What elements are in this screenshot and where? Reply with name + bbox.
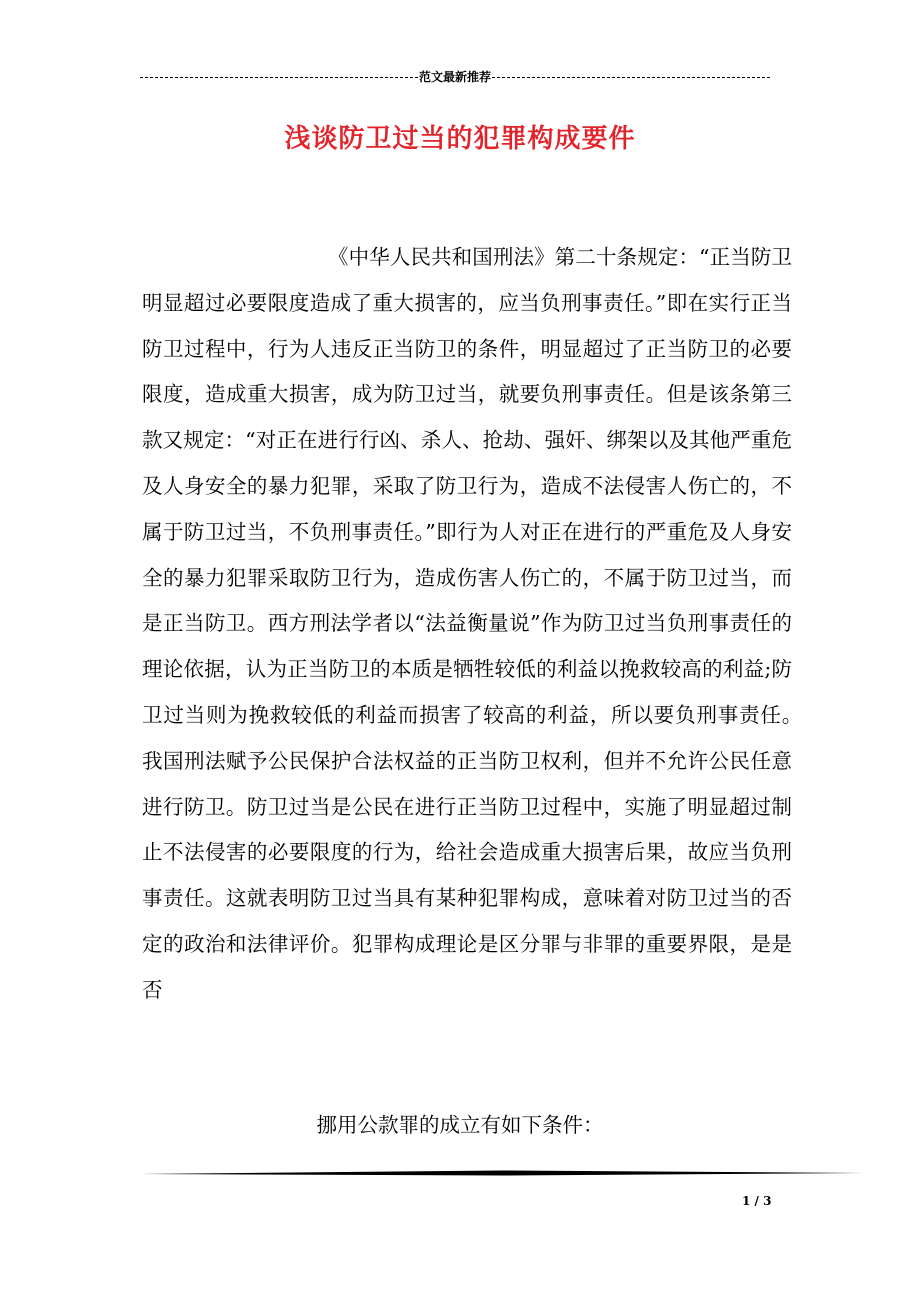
header-dashes-left — [140, 77, 418, 78]
footer-rule — [140, 1164, 864, 1180]
page-number: 1 / 3 — [742, 1194, 772, 1208]
section-subheading: 挪用公款罪的成立有如下条件： — [316, 1113, 604, 1137]
header-label: 范文最新推荐 — [419, 69, 492, 84]
header-dashes-right — [492, 77, 770, 78]
page-header — [140, 66, 770, 86]
document-body — [142, 235, 813, 1014]
document-title: 浅谈防卫过当的犯罪构成要件 — [284, 124, 636, 154]
body-paragraph: 《中华人民共和国刑法》第二十条规定：“正当防卫明显超过必要限度造成了重大损害的，应当负刑事责任。”即在实行正当防卫过程中，行为人违反正当防卫的条件，明显超过了正当防卫的必要限度，造成重大损害，成为防卫过当，就要负刑事责任。但是该条第三款又规定：“对正在进行行凶、杀人、抢劫、强奸、绑架以及其他严重危及人身安全的暴力犯罪，采取了防卫行为，造成不法侵害人伤亡的，不属于防卫过当，不负刑事责任。”即行为人对正在进行的严重危及人身安全的暴力犯罪采取防卫行为，造成伤害人伤亡的，不属于防卫过当，而是正当防卫。西方刑法学者以“法益衡量说”作为防卫过当负刑事责任的理论依据，认为正当防卫的本质是牺牲较低的利益以挽救较高的利益;防卫过当则为挽救较低的利益而损害了较高的利益，所以要负刑事责任。 我国刑法赋予公民保护合法权益的正当防卫权利，但并不允许公民任意进行防卫。防卫过当是公民在进行正当防卫过程中，实施了明显超过制止不法侵害的必要限度的行为，给社会造成重大损害后果，故应当负刑事责任。这就表明防卫过当具有某种犯罪构成，意味着对防卫过当的否定的政治和法律评价。犯罪构成理论是区分罪与非罪的重要界限，是是否 — [142, 245, 813, 1002]
